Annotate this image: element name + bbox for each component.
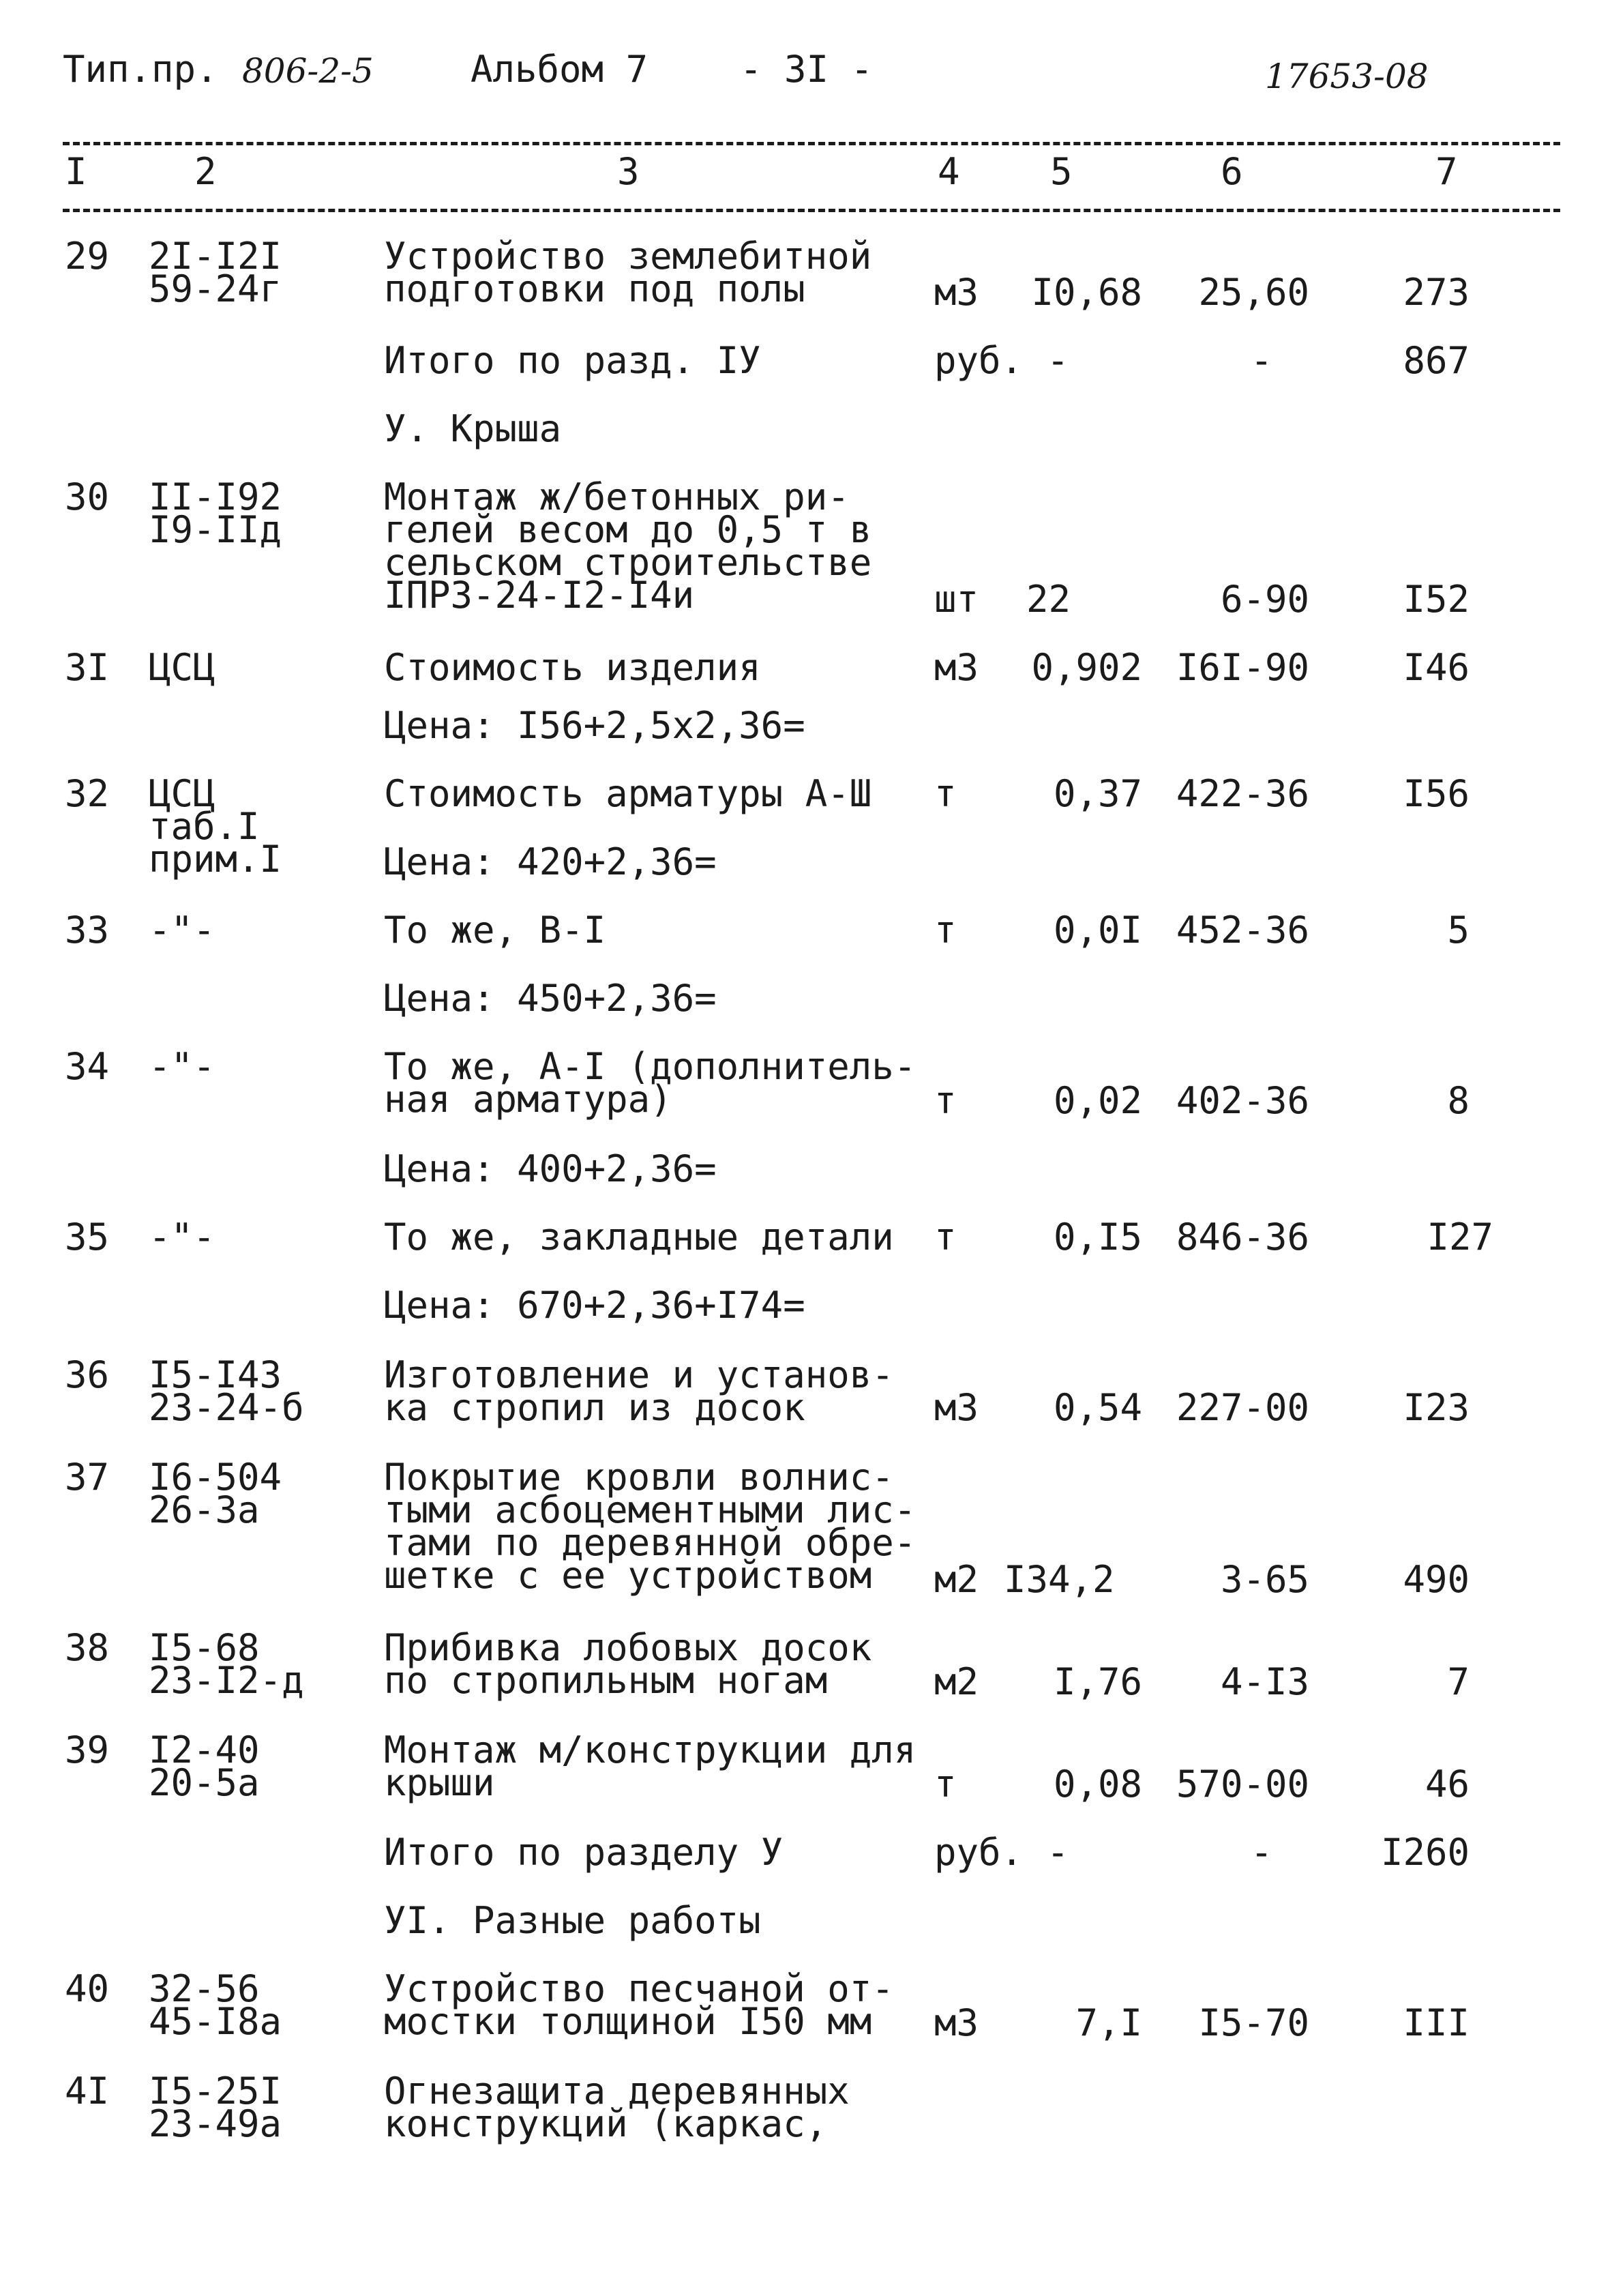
row-description: Прибивка лобовых досок по стропильным ногам: [384, 1626, 872, 1702]
row-total: 7: [1447, 1660, 1470, 1703]
column-header-3: 3: [617, 150, 640, 193]
row-unit-price: 570-00: [1176, 1763, 1309, 1806]
row-unit: руб.: [934, 1831, 1024, 1874]
row-unit-price: 3-65: [1220, 1558, 1309, 1601]
row-code: 32-56 45-I8а: [149, 1967, 282, 2043]
row-code: ЦСЦ таб.I прим.I: [149, 772, 282, 881]
row-code: I6-504 26-3а: [149, 1456, 282, 1531]
row-number: 38: [65, 1626, 110, 1669]
row-unit: м3: [934, 2001, 979, 2044]
row-unit-price: 4-I3: [1220, 1660, 1309, 1703]
row-quantity: 0,54: [1053, 1386, 1142, 1429]
row-number: 34: [65, 1045, 110, 1088]
price-formula: Цена: 420+2,36=: [384, 840, 717, 883]
row-quantity: 0,08: [1053, 1763, 1142, 1806]
row-number: 35: [65, 1216, 110, 1259]
row-unit-price: 846-36: [1176, 1216, 1309, 1259]
column-header-6: 6: [1221, 150, 1243, 193]
row-unit-price: 402-36: [1176, 1079, 1309, 1122]
row-quantity: 0,902: [1031, 646, 1142, 689]
price-formula: Цена: I56+2,5x2,36=: [384, 704, 805, 747]
album-label: Альбом 7: [471, 48, 649, 91]
row-code: I5-I43 23-24-б: [149, 1353, 304, 1429]
row-number: 29: [65, 235, 110, 278]
row-number: 4I: [65, 2070, 110, 2113]
row-unit: шт: [934, 578, 979, 621]
column-header-1: I: [65, 150, 87, 193]
type-project-label: Тип.пр.: [63, 48, 218, 91]
document-number: 17653-08: [1265, 57, 1429, 96]
row-description: Монтаж ж/бетонных ри- гелей весом до 0,5 т в сельском строительстве IПР3-24-I2-I4и: [384, 475, 872, 617]
row-unit: т: [934, 909, 957, 952]
table-top-rule: [63, 142, 1560, 145]
row-unit-price: -: [1250, 1831, 1273, 1874]
row-total: I52: [1403, 578, 1470, 621]
row-total: I56: [1403, 772, 1470, 815]
column-header-7: 7: [1435, 150, 1458, 193]
row-quantity: I0,68: [1031, 271, 1142, 314]
row-description: Изготовление и установ- ка стропил из досок: [384, 1353, 894, 1429]
row-code: -"-: [149, 1216, 215, 1259]
row-unit-price: 422-36: [1176, 772, 1309, 815]
row-number: 33: [65, 909, 110, 952]
row-unit-price: I5-70: [1198, 2001, 1309, 2044]
row-quantity: 22: [1026, 578, 1071, 621]
row-unit: т: [934, 1079, 957, 1122]
project-code: 806-2-5: [242, 51, 374, 91]
row-code: ЦСЦ: [149, 646, 215, 689]
page-number: - 3I -: [740, 48, 874, 91]
row-description: Устройство землебитной подготовки под полы: [384, 235, 872, 310]
row-unit-price: 25,60: [1198, 271, 1309, 314]
row-total: 5: [1447, 909, 1470, 952]
row-number: 3I: [65, 646, 110, 689]
row-quantity: -: [1047, 1831, 1069, 1874]
row-description: Огнезащита деревянных конструкций (каркас,: [384, 2070, 850, 2145]
row-quantity: -: [1047, 339, 1069, 382]
row-unit-price: 6-90: [1220, 578, 1309, 621]
price-formula: Цена: 400+2,36=: [384, 1147, 717, 1190]
row-total: 46: [1425, 1763, 1470, 1806]
row-total: III: [1403, 2001, 1470, 2044]
row-unit-price: I6I-90: [1176, 646, 1309, 689]
row-unit-price: 452-36: [1176, 909, 1309, 952]
row-description: Итого по разделу У: [384, 1831, 784, 1874]
row-code: I2-40 20-5а: [149, 1728, 260, 1804]
row-number: 32: [65, 772, 110, 815]
section-heading: УI. Разные работы: [384, 1899, 761, 1942]
row-description: То же, А-I (дополнитель- ная арматура): [384, 1045, 916, 1121]
price-formula: Цена: 450+2,36=: [384, 977, 717, 1020]
row-unit: м3: [934, 1386, 979, 1429]
row-total: 490: [1403, 1558, 1470, 1601]
row-unit: т: [934, 1763, 957, 1806]
row-total: I46: [1403, 646, 1470, 689]
row-description: То же, закладные детали: [384, 1216, 894, 1259]
row-number: 30: [65, 475, 110, 518]
table-header-rule: [63, 209, 1560, 212]
row-unit: м2: [934, 1558, 979, 1601]
price-formula: Цена: 670+2,36+I74=: [384, 1284, 805, 1327]
row-quantity: I,76: [1053, 1660, 1142, 1703]
row-code: -"-: [149, 1045, 215, 1088]
row-description: Покрытие кровли волнис- тыми асбоцементными лис- тами по деревянной обре- шетке с ее устройством: [384, 1456, 916, 1597]
row-description: Монтаж м/конструкции для крыши: [384, 1728, 916, 1804]
column-header-5: 5: [1050, 150, 1073, 193]
row-total: 273: [1403, 271, 1470, 314]
row-unit: т: [934, 1216, 957, 1259]
row-unit: т: [934, 772, 957, 815]
row-unit: м3: [934, 646, 979, 689]
column-header-4: 4: [938, 150, 960, 193]
row-quantity: 0,37: [1053, 772, 1142, 815]
row-description: То же, В-I: [384, 909, 606, 952]
column-header-2: 2: [194, 150, 217, 193]
row-quantity: 0,0I: [1053, 909, 1142, 952]
row-number: 37: [65, 1456, 110, 1499]
row-number: 40: [65, 1967, 110, 2010]
row-quantity: 0,I5: [1053, 1216, 1142, 1259]
row-code: II-I92 I9-IIд: [149, 475, 282, 551]
row-code: I5-25I 23-49а: [149, 2070, 282, 2145]
row-unit: м3: [934, 271, 979, 314]
row-unit-price: -: [1250, 339, 1273, 382]
row-quantity: 0,02: [1053, 1079, 1142, 1122]
row-description: Стоимость изделия: [384, 646, 761, 689]
row-description: Стоимость арматуры А-Ш: [384, 772, 872, 815]
row-quantity: 7,I: [1075, 2001, 1142, 2044]
row-total: I23: [1403, 1386, 1470, 1429]
row-quantity: I34,2: [1004, 1558, 1115, 1601]
row-total: 867: [1403, 339, 1470, 382]
row-unit: руб.: [934, 339, 1024, 382]
row-code: -"-: [149, 909, 215, 952]
row-unit-price: 227-00: [1176, 1386, 1309, 1429]
row-unit: м2: [934, 1660, 979, 1703]
row-total: 8: [1447, 1079, 1470, 1122]
row-code: 2I-I2I 59-24г: [149, 235, 282, 310]
row-number: 39: [65, 1728, 110, 1771]
row-total: I260: [1380, 1831, 1470, 1874]
row-number: 36: [65, 1353, 110, 1396]
row-code: I5-68 23-I2-д: [149, 1626, 304, 1702]
section-heading: У. Крыша: [384, 407, 562, 450]
row-description: Устройство песчаной от- мостки толщиной I50 мм: [384, 1967, 894, 2043]
row-total: I27: [1427, 1216, 1493, 1259]
row-description: Итого по разд. IУ: [384, 339, 761, 382]
